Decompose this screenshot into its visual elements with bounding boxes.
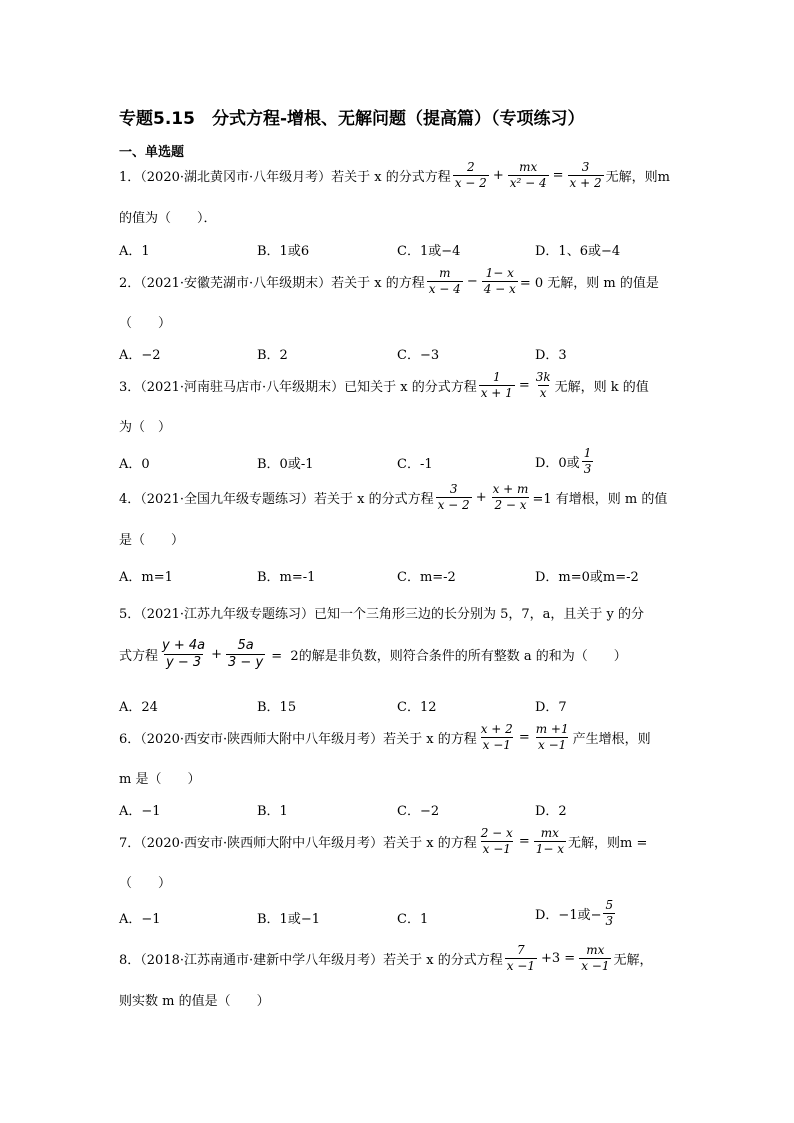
question-8-stem: 8．（2018·江苏南通市·建新中学八年级月考）若关于 x 的分式方程 $\frac{7}{x -1}$ +3 = $\frac{mx}{x -1}$ 无解，: [119, 943, 653, 973]
fraction: $\frac{mx}{1- x}$: [535, 826, 564, 856]
option-a: A．0: [119, 457, 150, 472]
question-2-stem: 2．（2021·安徽芜湖市·八年级期末）若关于 x 的方程 $\frac{m}{x - 4}$ − $\frac{1- x}{4 - x}$ = 0 无解，则 m 的值是: [119, 266, 659, 296]
fraction: $\frac{m}{x - 4}$: [428, 266, 461, 296]
question-1-stem: 1．（2020·湖北黄冈市·八年级月考）若关于 x 的分式方程 $\frac{2}{x - 2}$ + $\frac{mx}{\text{x² − 4}}$ = $\frac{3}{x + 2}$ 无解，则m: [119, 160, 670, 190]
fraction: $\frac{mx}{x -1}$: [581, 943, 610, 973]
fraction: $\frac{x + 2}{x -1}$: [480, 722, 513, 752]
question-1-stem-cont: 的值为（ ）．: [119, 211, 217, 226]
fraction: $\frac{3}{x - 2}$: [437, 482, 470, 512]
option-b: B．1: [257, 804, 288, 819]
option-b: B．15: [257, 700, 297, 715]
option-b: B．m=-1: [257, 570, 316, 585]
section-heading: 一、单选题: [119, 145, 185, 160]
option-d: D．1、6或−4: [535, 244, 621, 259]
page-title: 专题5.15 分式方程-增根、无解问题（提高篇）（专项练习）: [119, 109, 585, 129]
question-8-stem-cont: 则实数 m 的值是（ ）: [119, 994, 270, 1009]
option-c: C．1或−4: [397, 244, 461, 259]
option-a: A．−2: [119, 348, 161, 363]
option-d: D．−1或− $\frac{5}{3}$: [535, 898, 614, 928]
fraction: $\frac{2}{x - 2}$: [454, 160, 487, 190]
question-5-stem: 5．（2021·江苏九年级专题练习）已知一个三角形三边的长分别为 5，7，a，且关于 y 的分: [119, 607, 645, 622]
option-c: C．12: [397, 700, 437, 715]
option-d: D．2: [535, 804, 567, 819]
fraction: $\frac{y + 4a}{y - 3}$: [162, 638, 206, 671]
option-a: A．−1: [119, 912, 161, 927]
option-a: A．24: [119, 700, 158, 715]
question-4-stem-cont: 是（ ）: [119, 533, 185, 548]
option-b: B．2: [257, 348, 288, 363]
question-6-stem-cont: m 是（ ）: [119, 772, 201, 787]
fraction: $\frac{m +1}{x -1}$: [535, 722, 569, 752]
question-3-stem-cont: 为（ ）: [119, 420, 172, 435]
option-a: A．−1: [119, 804, 161, 819]
question-4-stem: 4．（2021·全国九年级专题练习）若关于 x 的分式方程 $\frac{3}{x - 2}$ + $\frac{x + m}{2 - x}$ =1 有增根，则 m 的值: [119, 482, 668, 512]
option-a: A．1: [119, 244, 150, 259]
option-d: D．3: [535, 348, 567, 363]
fraction: $\frac{1- x}{4 - x}$: [483, 266, 516, 296]
option-d: D．m=0或m=-2: [535, 570, 639, 585]
fraction: $\frac{5}{3}$: [605, 898, 614, 928]
fraction: $\frac{2 - x}{x -1}$: [480, 826, 513, 856]
fraction: $\frac{mx}{\text{x² − 4}}$: [509, 160, 547, 190]
question-5-stem-cont: 式方程 $\frac{y + 4a}{y - 3}$ + $\frac{5a}{3 - y}$ = 2的解是非负数，则符合条件的所有整数 a 的和为（ ）: [119, 638, 627, 671]
option-b: B．0或-1: [257, 457, 314, 472]
question-1-text: 1．（2020·湖北黄冈市·八年级月考）若关于 x 的分式方程: [119, 170, 451, 185]
question-7-stem-cont: （ ）: [119, 876, 172, 891]
option-c: C．-1: [397, 457, 433, 472]
option-c: C．−3: [397, 348, 440, 363]
fraction: $\frac{1}{x + 1}$: [480, 370, 513, 400]
fraction: $\frac{7}{x -1}$: [506, 943, 535, 973]
fraction: $\frac{5a}{3 - y}$: [228, 638, 264, 671]
option-b: B．1或−1: [257, 912, 320, 927]
fraction: $\frac{3k}{x}$: [535, 370, 551, 400]
option-a: A．m=1: [119, 570, 173, 585]
option-d: D．0或 $\frac{1}{3}$: [535, 446, 592, 476]
fraction: $\frac{3}{x + 2}$: [569, 160, 602, 190]
fraction: $\frac{1}{3}$: [583, 446, 592, 476]
option-b: B．1或6: [257, 244, 310, 259]
question-6-stem: 6．（2020·西安市·陕西师大附中八年级月考）若关于 x 的方程 $\frac{x + 2}{x -1}$ = $\frac{m +1}{x -1}$ 产生增根，则: [119, 722, 651, 752]
option-c: C．m=-2: [397, 570, 456, 585]
option-c: C．−2: [397, 804, 440, 819]
option-c: C．1: [397, 912, 429, 927]
option-d: D．7: [535, 700, 567, 715]
question-2-stem-cont: （ ）: [119, 316, 172, 331]
question-3-stem: 3．（2021·河南驻马店市·八年级期末）已知关于 x 的分式方程 $\frac{1}{x + 1}$ = $\frac{3k}{x}$ 无解，则 k 的值: [119, 370, 649, 400]
fraction: $\frac{x + m}{2 - x}$: [492, 482, 529, 512]
question-7-stem: 7．（2020·西安市·陕西师大附中八年级月考）若关于 x 的方程 $\frac{2 - x}{x -1}$ = $\frac{mx}{1- x}$ 无解，则m =: [119, 826, 648, 856]
